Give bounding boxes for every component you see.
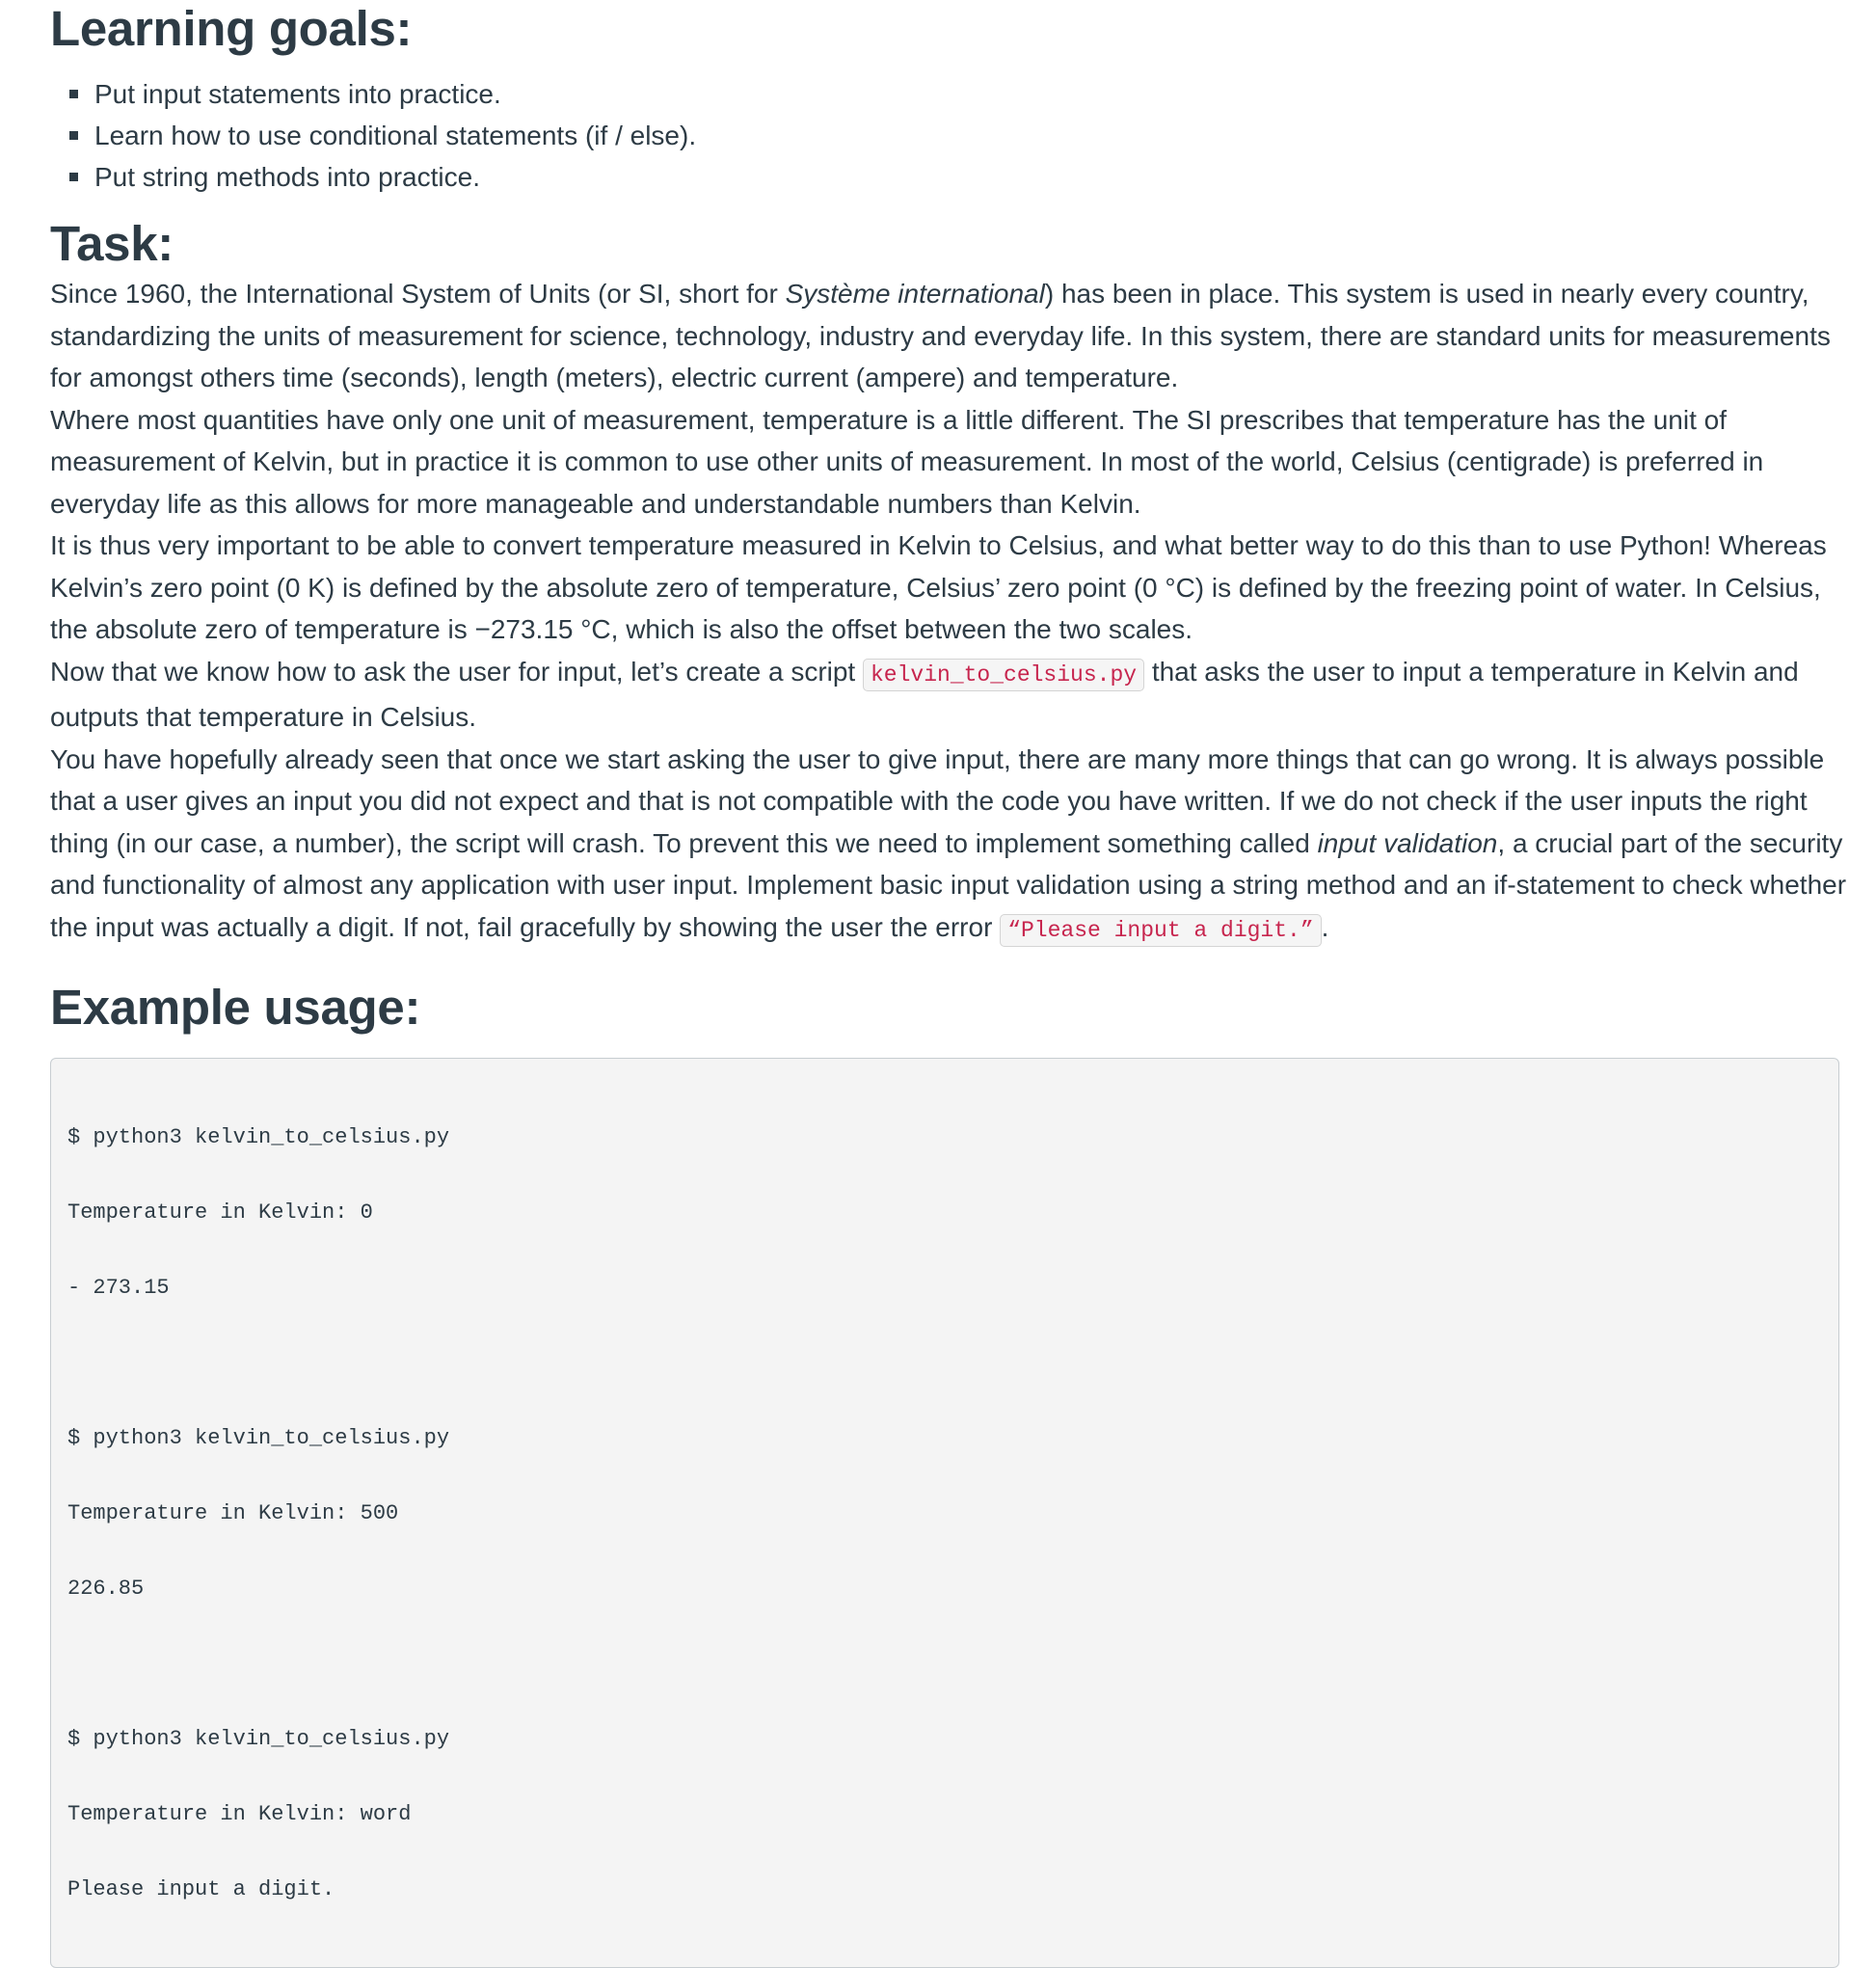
text-span: Now that we know how to ask the user for input, let’s create a script bbox=[50, 656, 863, 687]
code-output-line: - 273.15 bbox=[67, 1276, 170, 1300]
list-item bbox=[69, 115, 1863, 156]
goal-text: Learn how to use conditional statements (if / else). bbox=[94, 121, 697, 150]
text-span: You have hopefully already seen that once we start asking the user to give input, there are many more things that can go wrong. It is always possible that a user gives an input you did not expect and that is not compatible with the code you have written. If we do not check if the user inputs the right thing (in our case, a number), the script will crash. To prevent this we need to implement something called bbox=[50, 743, 1825, 858]
list-item bbox=[69, 73, 1863, 115]
task-paragraph-temperature-units: Where most quantities have only one unit of measurement, temperature is a little different. The SI prescribes that temperature has the unit of measurement of Kelvin, but in practice it is common to use other units of measurement. In most of the world, Celsius (centigrade) is preferred in everyday life as this allows for more manageable and understandable numbers than Kelvin. bbox=[50, 404, 1764, 519]
task-paragraph-input-validation bbox=[50, 739, 1863, 953]
code-output-line: 226.85 bbox=[67, 1577, 145, 1601]
code-command-line: $ python3 kelvin_to_celsius.py bbox=[67, 1125, 450, 1149]
task-paragraph-script bbox=[50, 651, 1863, 739]
text-span: ) has been in place. This system is used in nearly every country, standardizing the units of measurement for science, technology, industry and everyday life. In this system, there are standard units for measurements for amongst others time (seconds), length (meters), electric current (ampere) and temperature. bbox=[50, 279, 1831, 392]
error-message-code: “Please input a digit.” bbox=[1000, 914, 1321, 947]
code-prompt-line: Temperature in Kelvin: 0 bbox=[67, 1200, 373, 1225]
square-bullet-icon bbox=[69, 131, 78, 140]
square-bullet-icon bbox=[69, 173, 78, 181]
learning-goals-heading: Learning goals: bbox=[50, 1, 413, 56]
code-command-line: $ python3 kelvin_to_celsius.py bbox=[67, 1727, 450, 1751]
script-filename-code: kelvin_to_celsius.py bbox=[863, 659, 1144, 691]
code-prompt-line: Temperature in Kelvin: word bbox=[67, 1802, 412, 1826]
code-command-line: $ python3 kelvin_to_celsius.py bbox=[67, 1426, 450, 1450]
code-prompt-line: Temperature in Kelvin: 500 bbox=[67, 1501, 399, 1525]
code-blank-line bbox=[67, 1652, 1822, 1677]
text-span: , a crucial part of the security and functionality of almost any application with user input. Implement basic input validation using a string method and an if-statement to check whether the input was actually a digit. If not, fail gracefully by showing the user the error bbox=[50, 827, 1847, 942]
task-paragraph-si-intro bbox=[50, 273, 1863, 399]
goal-text: Put input statements into practice. bbox=[94, 79, 501, 109]
text-span: Since 1960, the International System of Units (or SI, short for bbox=[50, 279, 786, 309]
code-output-line: Please input a digit. bbox=[67, 1877, 335, 1901]
example-code-block bbox=[50, 1058, 1839, 1968]
text-span: . bbox=[1321, 911, 1329, 942]
italic-term: Système international bbox=[785, 279, 1045, 309]
italic-term: input validation bbox=[1317, 827, 1498, 858]
task-heading: Task: bbox=[50, 216, 174, 271]
task-paragraph-conversion: It is thus very important to be able to convert temperature measured in Kelvin to Celsius, and what better way to do this than to use Python! Whereas Kelvin’s zero point (0 K) is defined by the absolute zero of temperature, Celsius’ zero point (0 °C) is defined by the freezing point of water. In Celsius, the absolute zero of temperature is −273.15 °C, which is also the offset between the two scales. bbox=[50, 530, 1827, 644]
code-blank-line bbox=[67, 1351, 1822, 1376]
example-usage-heading: Example usage: bbox=[50, 980, 421, 1035]
list-item bbox=[69, 156, 1863, 198]
square-bullet-icon bbox=[69, 90, 78, 98]
assignment-page bbox=[50, 0, 1863, 1968]
goal-text: Put string methods into practice. bbox=[94, 162, 480, 192]
learning-goals-list bbox=[50, 73, 1863, 198]
text-span: that asks the user to input a temperature in Kelvin and outputs that temperature in Celsius. bbox=[50, 656, 1799, 732]
